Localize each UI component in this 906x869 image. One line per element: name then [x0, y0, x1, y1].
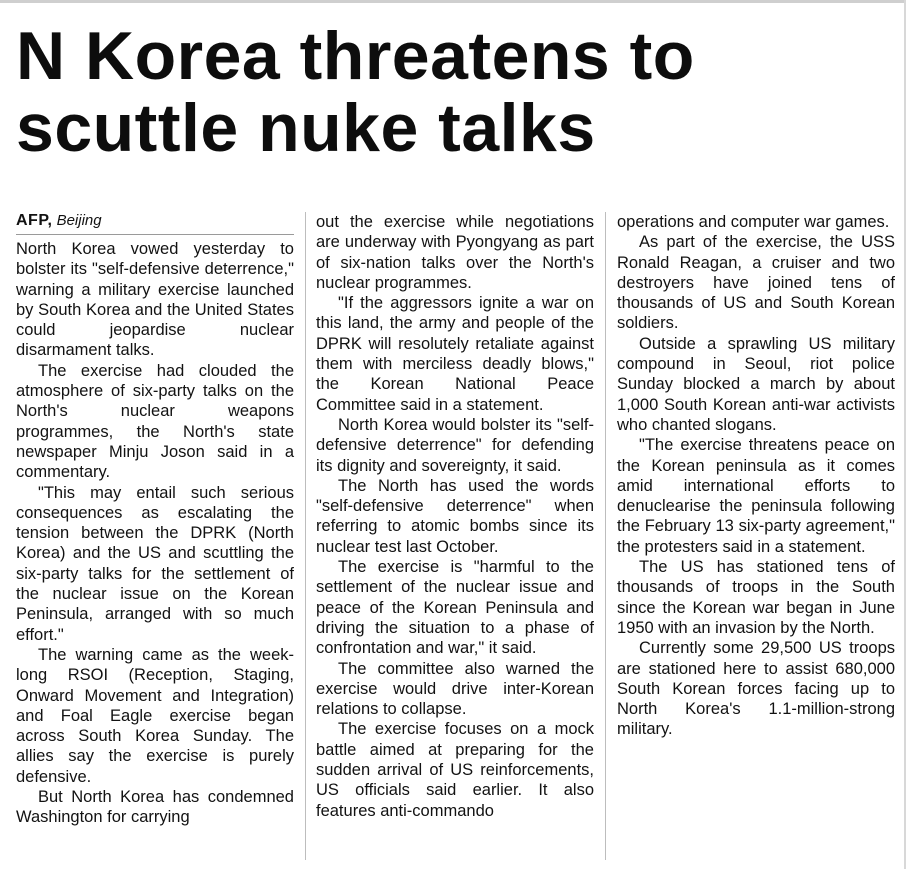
article-paragraph: As part of the exercise, the USS Ronald Reagan, a cruiser and two destroyers have joined tens of thousands of US and South Korean soldiers. [617, 233, 895, 333]
article-paragraph: The US has stationed tens of thousands of troops in the South since the Korean war began in June 1950 with an invasion by the North. [617, 558, 895, 637]
article-paragraph: The exercise had clouded the atmosphere of six-party talks on the North's nuclear weapons programmes, the North's state newspaper Minju Joson said in a commentary. [16, 361, 294, 482]
article-paragraph: North Korea vowed yesterday to bolster its "self-defensive deterrence," warning a military exercise launched by South Korea and the United States could jeopardise nuclear disarmament talks. [16, 240, 294, 360]
headline [16, 20, 896, 164]
byline [16, 212, 294, 235]
article-paragraph: But North Korea has condemned Washington for carrying [16, 788, 294, 827]
headline-line-1: N Korea threatens to [16, 18, 695, 94]
article-paragraph: The committee also warned the exercise would drive inter-Korean relations to collapse. [316, 659, 594, 719]
article-paragraph: Outside a sprawling US military compound in Seoul, riot police Sunday blocked a march by about 1,000 South Korean anti-war activists who chanted slogans. [617, 334, 895, 434]
article-paragraph: "If the aggressors ignite a war on this land, the army and people of the DPRK will resolutely retaliate against them with merciless deadly blows," the Korean National Peace Committee said in a statement. [316, 294, 594, 414]
article-paragraph: The North has used the words "self-defensive deterrence" when referring to atomic bombs since its nuclear test last October. [316, 476, 594, 556]
byline-place: Beijing [56, 212, 102, 229]
article-paragraph: out the exercise while negotiations are underway with Pyongyang as part of six-nation talks over the North's nuclear programmes. [316, 213, 594, 292]
article-column-3 [617, 212, 895, 740]
article-paragraph: "The exercise threatens peace on the Korean peninsula as it comes amid international efforts to denuclearise the peninsula following the February 13 six-party agreement," the protesters said in a statement. [617, 436, 895, 556]
column-divider [605, 212, 606, 860]
byline-agency: AFP, [16, 212, 53, 229]
article-paragraph: The exercise focuses on a mock battle aimed at preparing for the sudden arrival of US reinforcements, US officials said earlier. It also features anti-commando [316, 720, 594, 820]
article-paragraph: operations and computer war games. [617, 213, 890, 231]
headline-line-2: scuttle nuke talks [16, 90, 596, 166]
article-paragraph: North Korea would bolster its "self-defensive deterrence" for defending its dignity and sovereignty, it said. [316, 415, 594, 475]
article-paragraph: The warning came as the week-long RSOI (Reception, Staging, Onward Movement and Integration) and Foal Eagle exercise began across South Korea Sunday. The allies say the exercise is purely defensive. [16, 645, 294, 786]
top-border-rule [0, 0, 906, 3]
article-paragraph: The exercise is "harmful to the settlement of the nuclear issue and peace of the Korean Peninsula and driving the situation to a phase of confrontation and war," it said. [316, 558, 594, 658]
article-column-1 [16, 212, 294, 828]
column-divider [305, 212, 306, 860]
article-paragraph: Currently some 29,500 US troops are stationed here to assist 680,000 South Korean forces facing up to North Korea's 1.1-million-strong military. [617, 639, 895, 739]
article-column-2 [316, 212, 594, 821]
article-paragraph: "This may entail such serious consequences as escalating the tension between the DPRK (North Korea) and the US and scuttling the six-party talks for the settlement of the nuclear issue on the Korean Peninsula, arranged with so much effort." [16, 483, 294, 644]
